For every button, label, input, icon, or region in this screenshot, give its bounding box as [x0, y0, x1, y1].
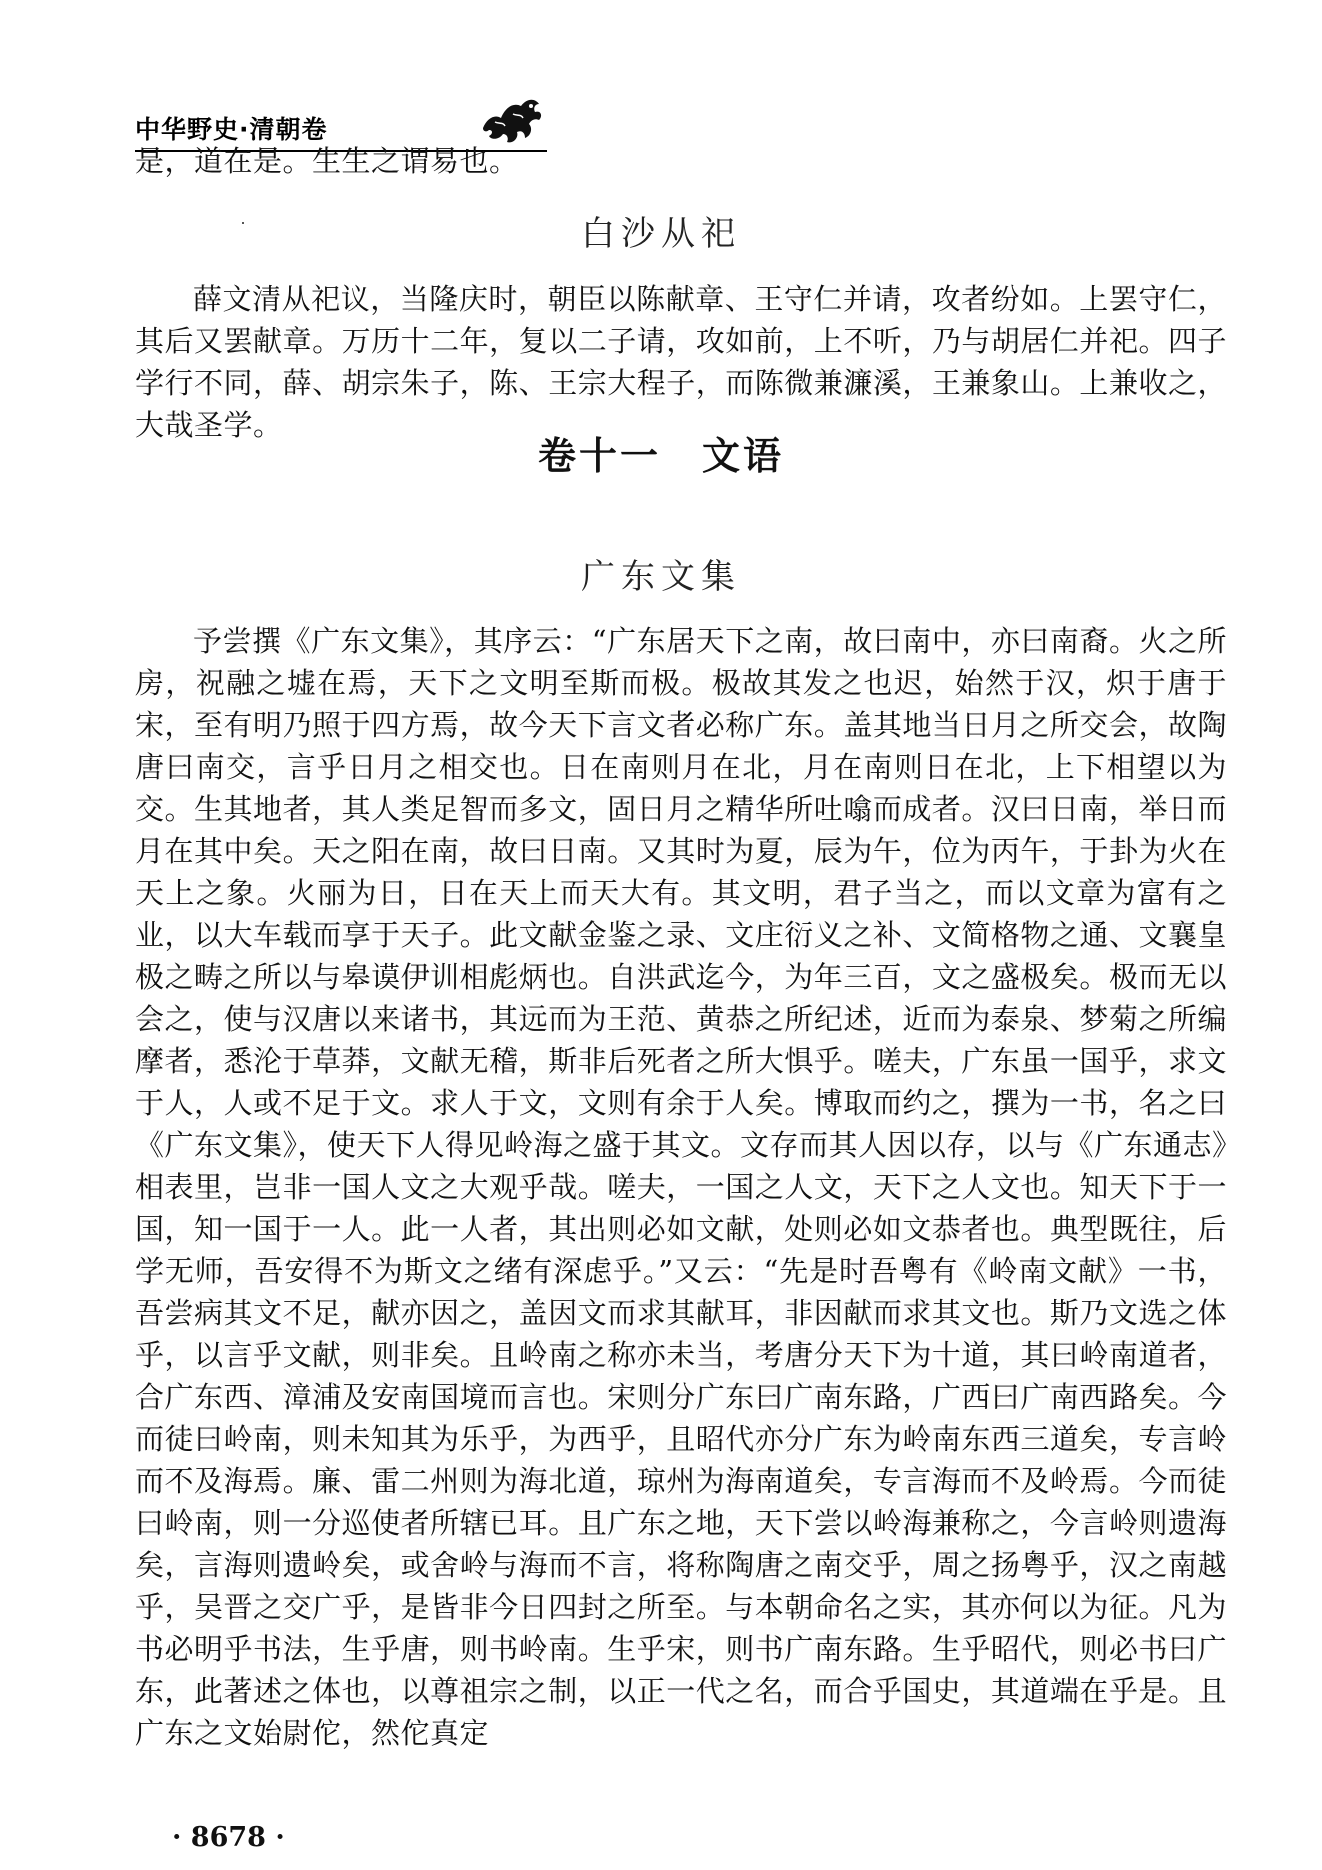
dragon-icon: [477, 88, 545, 146]
paragraph: 薛文清从祀议，当隆庆时，朝臣以陈献章、王守仁并请，攻者纷如。上罢守仁，其后又罢献章。万历十二年，复以二子请，攻如前，上不听，乃与胡居仁并祀。四子学行不同，薛、胡宗朱子，陈、王宗大程子，而陈微兼濂溪，王兼象山。上兼收之，大哉圣学。: [135, 282, 1227, 442]
intro-line: 是，道在是。生生之谓易也。: [135, 144, 519, 178]
section-body-guangdong: [135, 620, 1227, 1754]
chapter-title: 卷十一 文语: [537, 434, 784, 478]
section-title-guangdong: 广东文集: [581, 557, 741, 597]
running-header-title: 中华野史·清朝卷: [135, 115, 328, 144]
page-number: · 8678 ·: [172, 1822, 285, 1853]
section-body-baisha: [135, 278, 1227, 446]
intro-block: [135, 140, 1227, 182]
paragraph: 予尝撰《广东文集》，其序云：“广东居天下之南，故曰南中，亦曰南裔。火之所房，祝融之墟在焉，天下之文明至斯而极。极故其发之也迟，始然于汉，炽于唐于宋，至有明乃照于四方焉，故今天下言文者必称广东。盖其地当日月之所交会，故陶唐曰南交，言乎日月之相交也。日在南则月在北，月在南则日在北，上下相望以为交。生其地者，其人类足智而多文，固日月之精华所吐噏而成者。汉曰日南，举日而月在其中矣。天之阳在南，故曰日南。又其时为夏，辰为午，位为丙午，于卦为火在天上之象。火丽为日，日在天上而天大有。其文明，君子当之，而以文章为富有之业，以大车载而享于天子。此文献金鉴之录、文庄衍义之补、文简格物之通、文襄皇极之畴之所以与皋谟伊训相彪炳也。自洪武迄今，为年三百，文之盛极矣。极而无以会之，使与汉唐以来诸书，其远而为王范、黄恭之所纪述，近而为泰泉、梦菊之所编摩者，悉沦于草莽，文献无稽，斯非后死者之所大惧乎。嗟夫，广东虽一国乎，求文于人，人或不足于文。求人于文，文则有余于人矣。博取而约之，撰为一书，名之曰《广东文集》，使天下人得见岭海之盛于其文。文存而其人因以存，以与《广东通志》相表里，岂非一国人文之大观乎哉。嗟夫，一国之人文，天下之人文也。知天下于一国，知一国于一人。此一人者，其出则必如文献，处则必如文恭者也。典型既往，后学无师，吾安得不为斯文之绪有深虑乎。”又云：“先是时吾粤有《岭南文献》一书，吾尝病其文不足，献亦因之，盖因文而求其献耳，非因献而求其文也。斯乃文选之体乎，以言乎文献，则非矣。且岭南之称亦未当，考唐分天下为十道，其曰岭南道者，合广东西、漳浦及安南国境而言也。宋则分广东曰广南东路，广西曰广南西路矣。今而徒曰岭南，则未知其为乐乎，为西乎，且昭代亦分广东为岭南东西三道矣，专言岭而不及海焉。廉、雷二州则为海北道，琼州为海南道矣，专言海而不及岭焉。今而徒曰岭南，则一分巡使者所辖已耳。且广东之地，天下尝以岭海兼称之，今言岭则遗海矣，言海则遗岭矣，或舍岭与海而不言，将称陶唐之南交乎，周之扬粤乎，汉之南越乎，吴晋之交广乎，是皆非今日四封之所至。与本朝命名之实，其亦何以为征。凡为书必明乎书法，生乎唐，则书岭南。生乎宋，则书广南东路。生乎昭代，则必书曰广东，此著述之体也，以尊祖宗之制，以正一代之名，而合乎国史，其道端在乎是。且广东之文始尉佗，然佗真定: [135, 624, 1228, 1750]
section-title-baisha: 白沙从祀: [581, 214, 741, 254]
running-header: [135, 88, 547, 146]
